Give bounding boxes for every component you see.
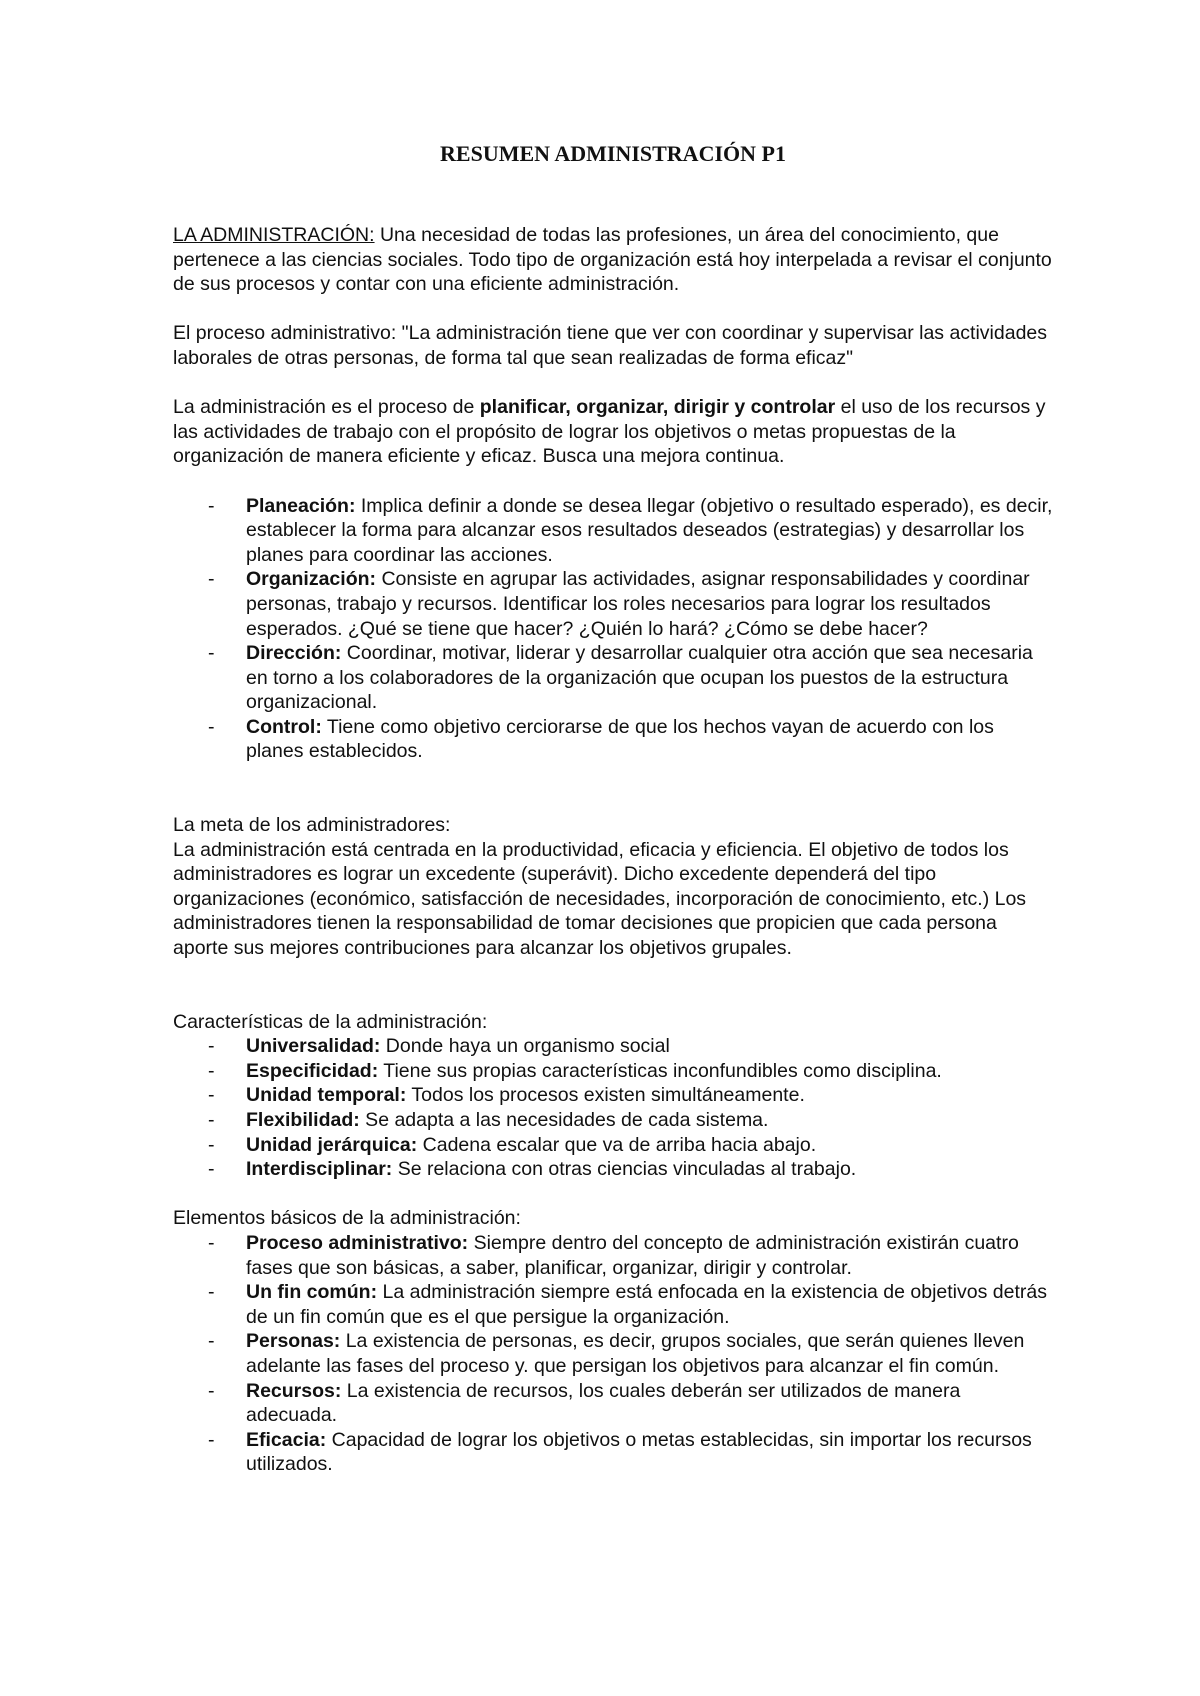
list-item-term: Proceso administrativo: — [246, 1231, 469, 1254]
list-item-term: Especificidad: — [246, 1059, 379, 1082]
list-item-text: Se adapta a las necesidades de cada sistema. — [359, 1109, 769, 1131]
list-item — [173, 1108, 1053, 1133]
list-item-text: Todos los procesos existen simultáneamente. — [406, 1084, 805, 1107]
list-item — [173, 1133, 1053, 1158]
list-item-term: Eficacia: — [246, 1428, 327, 1451]
list-item — [173, 567, 1053, 641]
elements-list — [173, 1231, 1053, 1477]
document-title: RESUMEN ADMINISTRACIÓN P1 — [440, 141, 786, 166]
list-item-term: Universalidad: — [246, 1035, 381, 1058]
definition-before: La administración es el proceso de — [173, 396, 480, 419]
list-item-term: Flexibilidad: — [246, 1109, 360, 1131]
list-item-text: Tiene sus propias características inconfundibles como disciplina. — [378, 1059, 942, 1082]
functions-list — [173, 494, 1053, 765]
list-item-term: Unidad temporal: — [246, 1084, 407, 1107]
characteristics-list — [173, 1034, 1053, 1182]
list-item-term: Unidad jerárquica: — [246, 1133, 418, 1156]
list-item — [173, 494, 1053, 568]
list-item-term: Planeación: — [246, 494, 356, 517]
definition-after: el uso de los recursos y las actividades de trabajo con el propósito de lograr los objetivos o metas propuestas de la organización de manera eficiente y eficaz. Busca una mejora continua. — [173, 396, 1046, 468]
list-item-term: Interdisciplinar: — [246, 1158, 393, 1181]
goal-text: La administración está centrada en la productividad, eficacia y eficiencia. El objetivo de todos los administradores es lograr un excedente (superávit). Dicho excedente dependerá del tipo organizaciones (económico, satisfacción de necesidades, incorporación de conocimiento, etc.) Los administradores tienen la responsabilidad de tomar decisiones que propicien que cada persona aporte sus mejores contribuciones para alcanzar los objetivos grupales. — [173, 838, 1027, 960]
list-item-text: Cadena escalar que va de arriba hacia abajo. — [417, 1133, 817, 1156]
goal-heading: La meta de los administradores: — [173, 814, 451, 837]
list-item-term: Recursos: — [246, 1379, 342, 1402]
list-item-text: Implica definir a donde se desea llegar (objetivo o resultado esperado), es decir, establecer la forma para alcanzar esos resultados deseados (estrategias) y desarrollar los planes para coordinar las acciones. — [246, 494, 1053, 566]
list-item — [173, 1329, 1053, 1378]
list-item — [173, 715, 1053, 764]
list-item-text: Se relaciona con otras ciencias vinculadas al trabajo. — [392, 1158, 857, 1181]
list-item-term: Control: — [246, 715, 322, 738]
definition-bold: planificar, organizar, dirigir y controlar — [479, 396, 836, 419]
intro-text: Una necesidad de todas las profesiones, un área del conocimiento, que pertenece a las ciencias sociales. Todo tipo de organización está hoy interpelada a revisar el conjunto de sus procesos y contar con una eficiente administración. — [173, 224, 1052, 296]
list-item-term: Un fin común: — [246, 1281, 378, 1304]
list-item-text: La existencia de recursos, los cuales deberán ser utilizados de manera adecuada. — [246, 1379, 961, 1427]
elements-heading: Elementos básicos de la administración: — [173, 1207, 521, 1230]
list-item-text: Capacidad de lograr los objetivos o metas establecidas, sin importar los recursos utilizados. — [246, 1428, 1032, 1476]
list-item — [173, 641, 1053, 715]
list-item-term: Dirección: — [246, 642, 342, 665]
list-item-text: Donde haya un organismo social — [380, 1035, 670, 1058]
list-item-text: Coordinar, motivar, liderar y desarrollar cualquier otra acción que sea necesaria en torno a los colaboradores de la organización que ocupan los puestos de la estructura organizacional. — [246, 642, 1033, 714]
intro-label: LA ADMINISTRACIÓN: — [173, 224, 375, 246]
list-item-text: Siempre dentro del concepto de administración existirán cuatro fases que son básicas, a saber, planificar, organizar, dirigir y controlar. — [246, 1231, 1019, 1279]
list-item — [173, 1379, 1053, 1428]
list-item-term: Organización: — [246, 568, 377, 591]
characteristics-heading: Características de la administración: — [173, 1010, 488, 1033]
list-item — [173, 1428, 1053, 1477]
list-item — [173, 1280, 1053, 1329]
list-item — [173, 1083, 1053, 1108]
list-item-text: Tiene como objetivo cerciorarse de que los hechos vayan de acuerdo con los planes establecidos. — [246, 715, 994, 763]
list-item — [173, 1157, 1053, 1182]
list-item-text: La existencia de personas, es decir, grupos sociales, que serán quienes lleven adelante las fases del proceso y. que persigan los objetivos para alcanzar el fin común. — [246, 1330, 1025, 1377]
definition-paragraph — [173, 395, 1053, 469]
list-item — [173, 1231, 1053, 1280]
process-quote: El proceso administrativo: "La administración tiene que ver con coordinar y supervisar las actividades laborales de otras personas, de forma tal que sean realizadas de forma eficaz" — [173, 322, 1048, 369]
list-item-text: La administración siempre está enfocada en la existencia de objetivos detrás de un fin común que es el que persigue la organización. — [246, 1281, 1047, 1328]
list-item-text: Consiste en agrupar las actividades, asignar responsabilidades y coordinar personas, trabajo y recursos. Identificar los roles necesarios para lograr los resultados esperados. ¿Qué se tiene que hacer? ¿Quién lo hará? ¿Cómo se debe hacer? — [246, 568, 1030, 640]
list-item — [173, 1059, 1053, 1084]
list-item-term: Personas: — [246, 1330, 341, 1353]
document-page — [173, 140, 1053, 1477]
list-item — [173, 1034, 1053, 1059]
intro-paragraph — [173, 223, 1053, 297]
